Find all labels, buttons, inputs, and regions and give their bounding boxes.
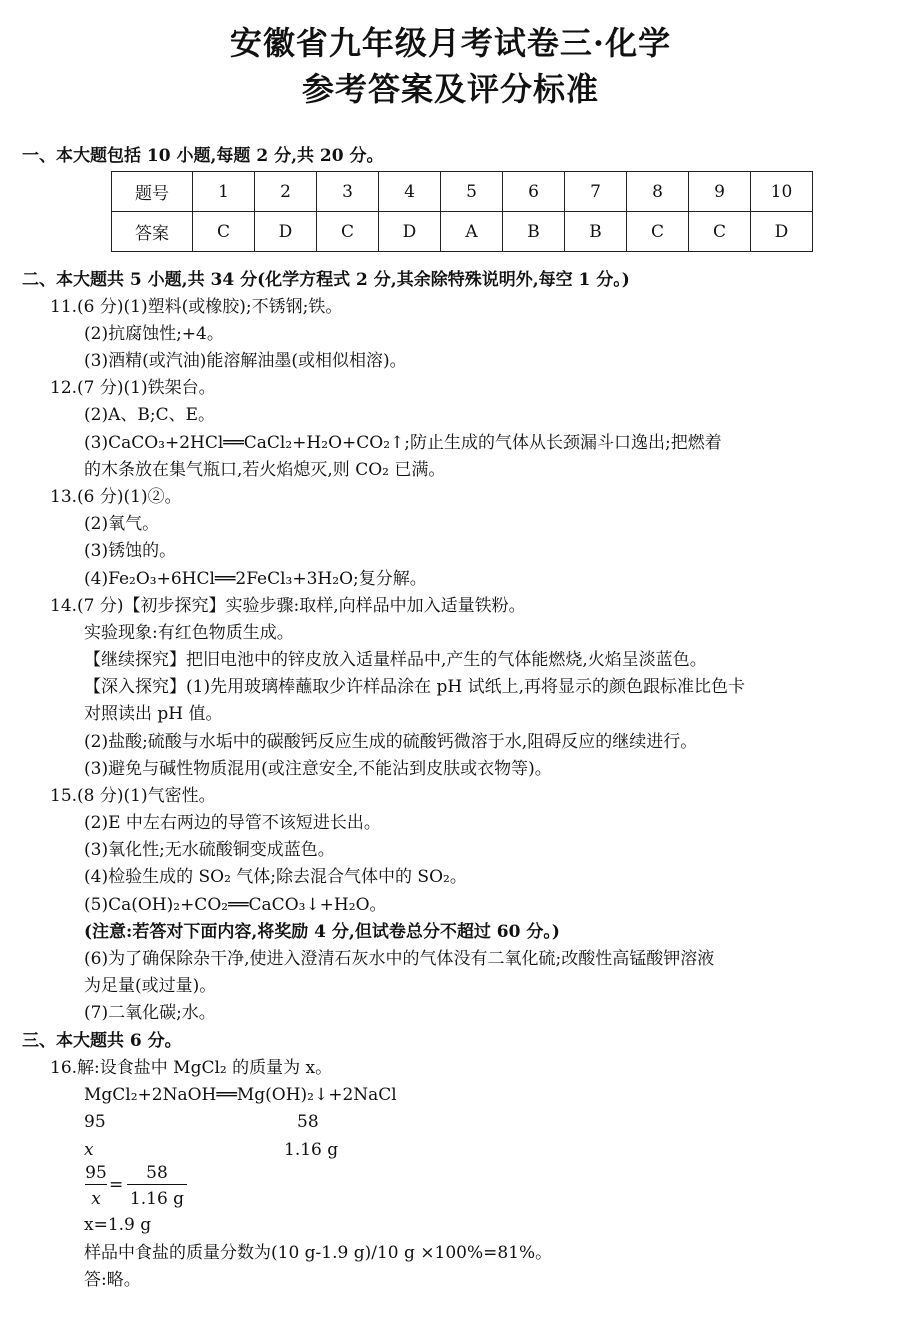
fraction-denominator: x [91, 1189, 101, 1209]
equals-sign: = [109, 1175, 124, 1195]
fraction-denominator: 1.16 g [129, 1189, 185, 1209]
answer-line: (3)避免与碱性物质混用(或注意安全,不能沾到皮肤或衣物等)。 [84, 759, 552, 779]
answer-cell: D [255, 212, 317, 252]
answer-line: (3)氧化性;无水硫酸铜变成蓝色。 [84, 840, 335, 860]
question-number-cell: 2 [255, 172, 317, 212]
given-mass: 1.16 g [284, 1140, 339, 1160]
answer-cell: C [317, 212, 379, 252]
chemical-equation: MgCl₂+2NaOH══Mg(OH)₂↓+2NaCl [84, 1085, 397, 1105]
question-number-cell: 6 [503, 172, 565, 212]
answer-line: (5)Ca(OH)₂+CO₂══CaCO₃↓+H₂O。 [84, 895, 387, 915]
fraction-numerator: 95 [85, 1163, 107, 1183]
answer-line: 13.(6 分)(1)②。 [50, 487, 182, 507]
answer-cell: D [751, 212, 813, 252]
answer-line: 12.(7 分)(1)铁架台。 [50, 378, 216, 398]
question-number-row [112, 172, 813, 212]
answer-line: (3)锈蚀的。 [84, 541, 177, 561]
answer-line: 14.(7 分)【初步探究】实验步骤:取样,向样品中加入适量铁粉。 [50, 596, 526, 616]
question-number-cell: 10 [751, 172, 813, 212]
question-number-cell: 3 [317, 172, 379, 212]
answer-cell: C [627, 212, 689, 252]
answer-line: 【继续探究】把旧电池中的锌皮放入适量样品中,产生的气体能燃烧,火焰呈淡蓝色。 [84, 650, 707, 670]
answer-table [111, 171, 813, 252]
answer-row [112, 212, 813, 252]
mass-fraction-line: 样品中食盐的质量分数为(10 g-1.9 g)/10 g ×100%=81%。 [84, 1243, 553, 1263]
row-label-question: 题号 [112, 172, 193, 212]
unknown-variable: x [84, 1140, 94, 1160]
answer-line: (7)二氧化碳;水。 [84, 1003, 216, 1023]
answer-line: (4)检验生成的 SO₂ 气体;除去混合气体中的 SO₂。 [84, 867, 467, 887]
question-number-cell: 7 [565, 172, 627, 212]
final-answer: 答:略。 [84, 1270, 141, 1290]
answer-line: (4)Fe₂O₃+6HCl══2FeCl₃+3H₂O;复分解。 [84, 569, 427, 589]
solution-intro: 16.解:设食盐中 MgCl₂ 的质量为 x。 [50, 1058, 333, 1078]
answer-cell: D [379, 212, 441, 252]
answer-cell: C [689, 212, 751, 252]
answer-line: 的木条放在集气瓶口,若火焰熄灭,则 CO₂ 已满。 [84, 460, 446, 480]
answer-line: (2)E 中左右两边的导管不该短进长出。 [84, 813, 381, 833]
answer-line: (3)CaCO₃+2HCl══CaCl₂+H₂O+CO₂↑;防止生成的气体从长颈漏斗口逸出;把燃着 [84, 433, 722, 453]
question-number-cell: 4 [379, 172, 441, 212]
fraction-numerator: 58 [127, 1162, 187, 1185]
answer-cell: A [441, 212, 503, 252]
answer-cell: C [193, 212, 255, 252]
section3-heading: 三、本大题共 6 分。 [22, 1031, 182, 1051]
solution-result: x=1.9 g [84, 1215, 152, 1235]
answer-cell: B [503, 212, 565, 252]
page-title: 安徽省九年级月考试卷三·化学 [229, 24, 672, 62]
answer-cell: B [565, 212, 627, 252]
section1-heading: 一、本大题包括 10 小题,每题 2 分,共 20 分。 [22, 146, 384, 166]
page-subtitle: 参考答案及评分标准 [301, 70, 599, 108]
answer-line: 对照读出 pH 值。 [84, 704, 223, 724]
answer-line: 15.(8 分)(1)气密性。 [50, 786, 216, 806]
answer-line: (3)酒精(或汽油)能溶解油墨(或相似相溶)。 [84, 351, 407, 371]
molar-mass-mgcl2: 95 [84, 1112, 106, 1132]
section2-heading: 二、本大题共 5 小题,共 34 分(化学方程式 2 分,其余除特殊说明外,每空 1 分。) [22, 270, 630, 290]
question-number-cell: 9 [689, 172, 751, 212]
answer-line: 实验现象:有红色物质生成。 [84, 623, 294, 643]
row-label-answer: 答案 [112, 212, 193, 252]
answer-line: (2)A、B;C、E。 [84, 405, 215, 425]
question-number-cell: 8 [627, 172, 689, 212]
answer-line: (2)盐酸;硫酸与水垢中的碳酸钙反应生成的硫酸钙微溶于水,阻碍反应的继续进行。 [84, 732, 698, 752]
answer-line: (6)为了确保除杂干净,使进入澄清石灰水中的气体没有二氧化硫;改酸性高锰酸钾溶液 [84, 949, 715, 969]
answer-line: 11.(6 分)(1)塑料(或橡胶);不锈钢;铁。 [50, 297, 343, 317]
question-number-cell: 1 [193, 172, 255, 212]
answer-line: (2)抗腐蚀性;+4。 [84, 324, 224, 344]
answer-line: 为足量(或过量)。 [84, 976, 217, 996]
answer-line: (2)氧气。 [84, 514, 160, 534]
answer-line: 【深入探究】(1)先用玻璃棒蘸取少许样品涂在 pH 试纸上,再将显示的颜色跟标准比色卡 [84, 677, 745, 697]
question-number-cell: 5 [441, 172, 503, 212]
bonus-note: (注意:若答对下面内容,将奖励 4 分,但试卷总分不超过 60 分。) [84, 922, 560, 942]
molar-mass-mgoh2: 58 [297, 1112, 319, 1132]
